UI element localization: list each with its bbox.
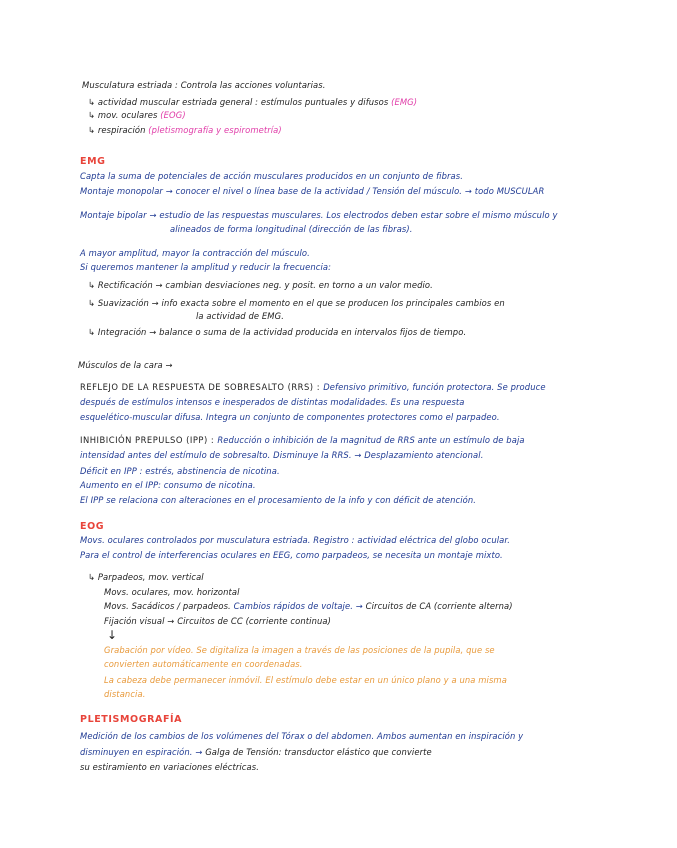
fijacion-term: Fijación visual → <box>104 616 178 626</box>
emg-line-9: la actividad de EMG. <box>196 311 284 321</box>
ipp-definition: Reducción o inhibición de la magnitud de RRS ante un estímulo de baja <box>217 435 525 445</box>
intro-line-4-text: ↳ respiración <box>88 125 149 135</box>
eog-line-6 <box>104 616 331 627</box>
face-line-4 <box>80 435 525 446</box>
eog-heading: EOG <box>80 521 105 532</box>
sacadicos-definition: Cambios rápidos de voltaje. → <box>233 601 366 611</box>
face-title: Músculos de la cara → <box>78 360 173 370</box>
intro-line-4 <box>88 125 282 136</box>
face-line-1 <box>80 382 546 393</box>
sacadicos-term: Movs. Sacádicos / parpadeos. <box>104 601 234 611</box>
emg-line-10: ↳ Integración → balance o suma de la actividad producida en intervalos fijos de tiempo. <box>88 327 467 337</box>
eog-video-line-4: distancia. <box>104 689 146 699</box>
plet-line-1: Medición de los cambios de los volúmenes del Tórax o del abdomen. Ambos aumentan en inspiración y <box>80 731 524 741</box>
face-line-7: Aumento en el IPP: consumo de nicotina. <box>80 480 256 490</box>
plet-heading: PLETISMOGRAFÍA <box>80 714 183 725</box>
intro-line-3-text: ↳ mov. oculares <box>88 110 161 120</box>
cc-circuits: Circuitos de CC (corriente continua) <box>177 616 331 626</box>
rrs-definition: Defensivo primitivo, función protectora. Se produce <box>323 382 546 392</box>
intro-line-3 <box>88 110 186 121</box>
galga-definition: Galga de Tensión: transductor elástico que convierte <box>205 747 432 757</box>
plet-line-2-text: disminuyen en espiración. → <box>80 747 206 757</box>
face-line-3: esquelético-muscular difusa. Integra un conjunto de componentes protectores como el parpadeo. <box>80 412 500 422</box>
intro-line-2 <box>88 97 417 108</box>
eog-line-1: Movs. oculares controlados por musculatura estriada. Registro : actividad eléctrica del globo ocular. <box>80 535 510 545</box>
plet-line-3: su estiramiento en variaciones eléctricas. <box>80 762 259 772</box>
eog-video-line-2: convierten automáticamente en coordenadas. <box>104 659 303 669</box>
emg-line-4: alineados de forma longitudinal (dirección de las fibras). <box>170 224 413 234</box>
eog-video-line-1: Grabación por vídeo. Se digitaliza la imagen a través de las posiciones de la pupila, que se <box>104 645 495 655</box>
intro-line-2-tag: (EMG) <box>391 97 418 107</box>
eog-line-3: ↳ Parpadeos, mov. vertical <box>88 572 204 582</box>
eog-line-2: Para el control de interferencias oculares en EEG, como parpadeos, se necesita un montaje mixto. <box>80 550 503 560</box>
emg-line-7: ↳ Rectificación → cambian desviaciones neg. y posit. en torno a un valor medio. <box>88 280 433 290</box>
ipp-term: INHIBICIÓN PREPULSO (IPP) : <box>80 435 218 445</box>
eog-line-5 <box>104 601 513 612</box>
emg-line-3: Montaje bipolar → estudio de las respuestas musculares. Los electrodos deben estar sobre el mismo músculo y <box>80 210 558 220</box>
face-line-2: después de estímulos intensos e inesperados de distintas modalidades. Es una respuesta <box>80 397 465 407</box>
plet-line-2 <box>80 747 432 758</box>
intro-line-1: Musculatura estriada : Controla las acciones voluntarias. <box>82 80 326 90</box>
emg-line-8: ↳ Suavización → info exacta sobre el momento en el que se producen los principales cambios en <box>88 298 505 308</box>
intro-line-4-tag: (pletismografía y espirometría) <box>148 125 282 135</box>
eog-line-4: Movs. oculares, mov. horizontal <box>104 587 240 597</box>
down-arrow-icon: ↓ <box>107 628 118 642</box>
emg-heading: EMG <box>80 156 106 167</box>
face-line-8: El IPP se relaciona con alteraciones en el procesamiento de la info y con déficit de atención. <box>80 495 477 505</box>
emg-line-5: A mayor amplitud, mayor la contracción del músculo. <box>80 248 310 258</box>
ca-circuits: Circuitos de CA (corriente alterna) <box>365 601 513 611</box>
emg-line-6: Si queremos mantener la amplitud y reducir la frecuencia: <box>80 262 332 272</box>
intro-line-2-text: ↳ actividad muscular estriada general : estímulos puntuales y difusos <box>88 97 392 107</box>
eog-video-line-3: La cabeza debe permanecer inmóvil. El estímulo debe estar en un único plano y a una misma <box>104 675 507 685</box>
emg-line-2: Montaje monopolar → conocer el nivel o línea base de la actividad / Tensión del músculo. → todo MUSCULAR <box>80 186 545 196</box>
intro-line-3-tag: (EOG) <box>160 110 186 120</box>
face-line-6: Déficit en IPP : estrés, abstinencia de nicotina. <box>80 466 280 476</box>
emg-line-1: Capta la suma de potenciales de acción musculares producidos en un conjunto de fibras. <box>80 171 463 181</box>
rrs-term: REFLEJO DE LA RESPUESTA DE SOBRESALTO (RRS) : <box>80 382 324 392</box>
face-line-5: intensidad antes del estímulo de sobresalto. Disminuye la RRS. → Desplazamiento atencional. <box>80 450 484 460</box>
